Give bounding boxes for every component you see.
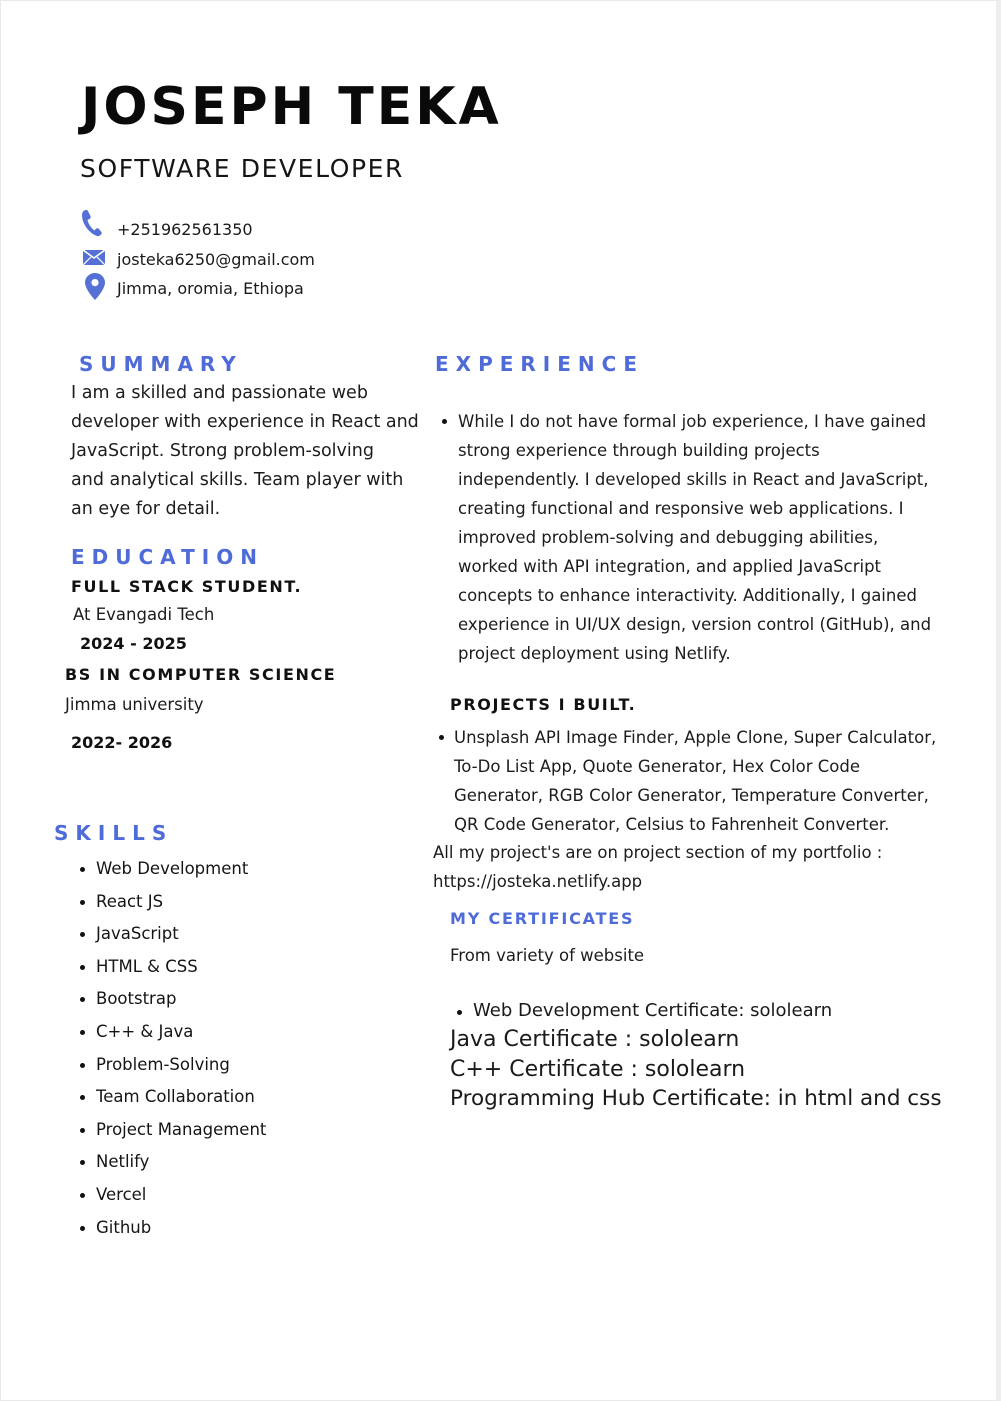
portfolio-note-text: All my project's are on project section of my portfolio : (433, 843, 883, 862)
certificate-item: Java Certificate : sololearn (450, 1027, 740, 1052)
skill-item: Bootstrap (80, 989, 266, 1022)
skill-item: HTML & CSS (80, 957, 266, 990)
bullet-dot (457, 1010, 462, 1015)
projects-line: QR Code Generator, Celsius to Fahrenheit Converter. (454, 815, 890, 834)
summary-line: an eye for detail. (71, 499, 221, 519)
portfolio-note (433, 838, 882, 896)
education-place: At Evangadi Tech (73, 605, 215, 624)
summary-line: and analytical skills. Team player with (71, 470, 404, 490)
skill-item: Vercel (80, 1185, 266, 1218)
experience-line: independently. I developed skills in React and JavaScript, (458, 470, 929, 489)
bullet-dot (439, 735, 444, 740)
phone-number[interactable]: +251962561350 (117, 220, 253, 239)
location: Jimma, oromia, Ethiopa (117, 279, 304, 298)
projects-line: To-Do List App, Quote Generator, Hex Color Code (454, 757, 861, 776)
education-title: BS IN COMPUTER SCIENCE (65, 665, 337, 684)
experience-line: worked with API integration, and applied JavaScript (458, 557, 882, 576)
resume-name: JOSEPH TEKA (81, 77, 502, 137)
mail-icon (83, 250, 105, 265)
education-place: Jimma university (65, 695, 204, 714)
portfolio-link[interactable]: https://josteka.netlify.app (433, 872, 643, 891)
projects-text (454, 723, 936, 839)
certificate-item: Web Development Certificate: sololearn (473, 1000, 833, 1021)
summary-text (71, 379, 419, 524)
phone-icon (81, 209, 103, 237)
education-years: 2022- 2026 (71, 733, 173, 752)
skill-item: Problem-Solving (80, 1055, 266, 1088)
certificate-item: Programming Hub Certificate: in html and css (450, 1086, 942, 1111)
experience-line: While I do not have formal job experience, I have gained (458, 412, 927, 431)
summary-line: JavaScript. Strong problem-solving (71, 441, 374, 461)
projects-line: Generator, RGB Color Generator, Temperature Converter, (454, 786, 929, 805)
skill-item: Netlify (80, 1152, 266, 1185)
skill-item: JavaScript (80, 924, 266, 957)
experience-text (458, 407, 931, 668)
experience-line: creating functional and responsive web applications. I (458, 499, 904, 518)
skill-item: C++ & Java (80, 1022, 266, 1055)
experience-line: strong experience through building projects (458, 441, 820, 460)
email-address[interactable]: josteka6250@gmail.com (117, 250, 315, 269)
skill-item: Web Development (80, 859, 266, 892)
education-title: FULL STACK STUDENT. (71, 577, 303, 596)
certificates-heading: MY CERTIFICATES (450, 909, 635, 928)
education-heading: EDUCATION (71, 545, 264, 569)
skills-list (80, 859, 266, 1250)
location-pin-icon (85, 273, 105, 300)
certificate-item: C++ Certificate : sololearn (450, 1057, 746, 1082)
skills-heading: SKILLS (54, 821, 174, 845)
summary-line: I am a skilled and passionate web (71, 383, 368, 403)
education-years: 2024 - 2025 (80, 634, 187, 653)
experience-heading: EXPERIENCE (435, 352, 644, 376)
projects-heading: PROJECTS I BUILT. (450, 695, 637, 714)
certificates-intro: From variety of website (450, 946, 645, 965)
summary-line: developer with experience in React and (71, 412, 419, 432)
experience-line: project deployment using Netlify. (458, 644, 731, 663)
skill-item: Project Management (80, 1120, 266, 1153)
skill-item: Github (80, 1218, 266, 1251)
summary-heading: SUMMARY (79, 352, 243, 376)
experience-line: experience in UI/UX design, version control (GitHub), and (458, 615, 932, 634)
experience-line: concepts to enhance interactivity. Additionally, I gained (458, 586, 917, 605)
skill-item: Team Collaboration (80, 1087, 266, 1120)
experience-line: improved problem-solving and debugging abilities, (458, 528, 879, 547)
bullet-dot (442, 419, 447, 424)
job-title: SOFTWARE DEVELOPER (80, 154, 405, 183)
projects-line: Unsplash API Image Finder, Apple Clone, Super Calculator, (454, 728, 937, 747)
skill-item: React JS (80, 892, 266, 925)
